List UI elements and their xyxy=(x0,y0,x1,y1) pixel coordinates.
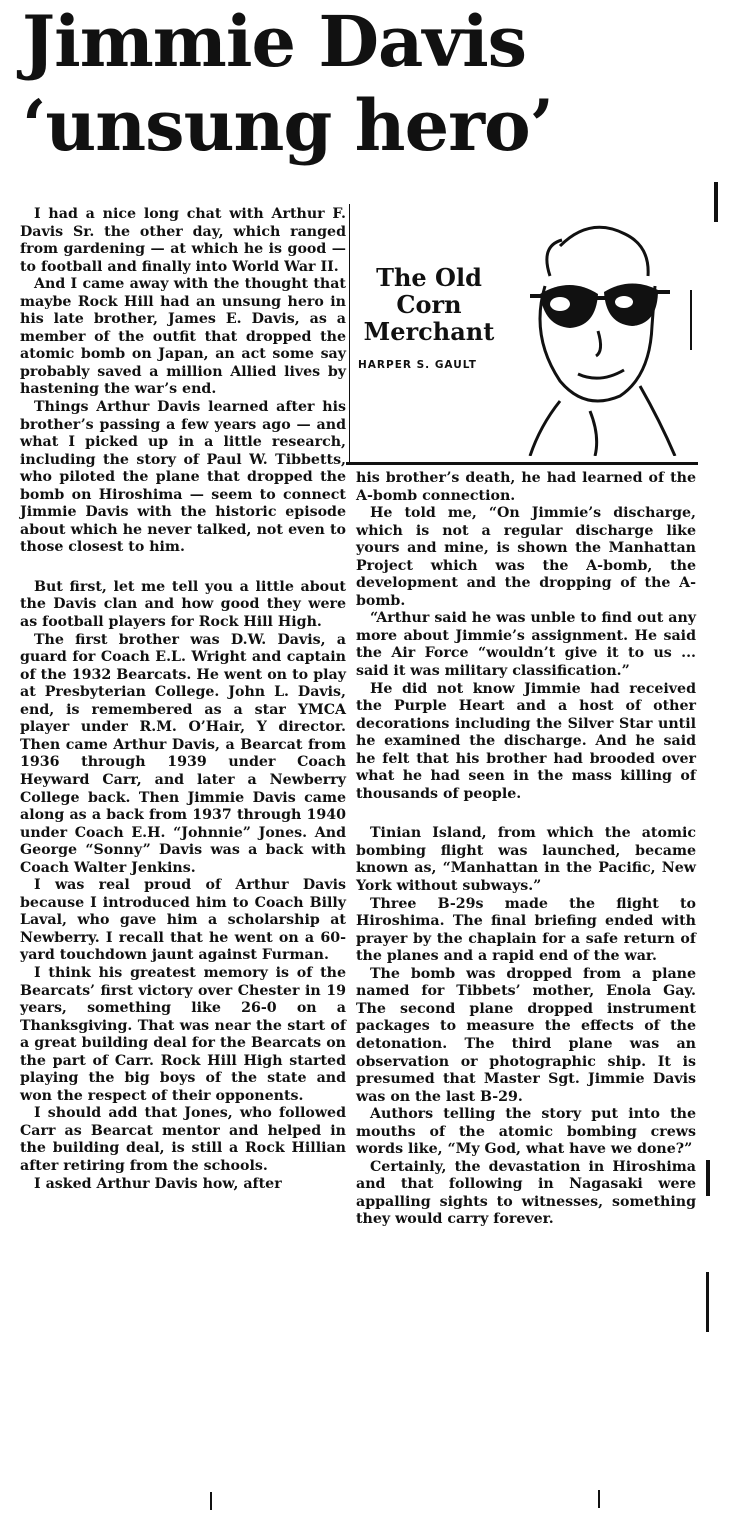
scan-mark xyxy=(210,1492,212,1510)
columnist-portrait-icon xyxy=(500,206,680,456)
paragraph: I think his greatest memory is of the Bearcats’ first victory over Chester in 19 years, something like 26-0 on a Thanksgiving. That was near the start of a great building deal for the Bearcats on the part of Carr. Rock Hill High started playing the big boys of the state and won the respect of their opponents. xyxy=(20,964,346,1104)
column-name xyxy=(354,264,504,345)
column-divider xyxy=(349,204,350,464)
paragraph: Three B-29s made the flight to Hiroshima. The final briefing ended with prayer by the chaplain for a safe return of the planes and a rapid end of the war. xyxy=(356,895,696,965)
paragraph: And I came away with the thought that maybe Rock Hill had an unsung hero in his late brother, James E. Davis, as a member of the outfit that dropped the atomic bomb on Japan, an act some say probably saved a million Allied lives by hastening the war’s end. xyxy=(20,276,346,398)
column-name-line-1: The Old xyxy=(376,263,482,292)
paragraph: Authors telling the story put into the mouths of the atomic bombing crews words like, “My God, what have we done?” xyxy=(356,1106,696,1158)
paragraph: He told me, “On Jimmie’s discharge, which is not a regular discharge like yours and mine, is shown the Manhattan Project which was the A-bomb, the development and the dropping of the A-bomb. xyxy=(356,505,696,609)
paragraph: He did not know Jimmie had received the Purple Heart and a host of other decorations including the Silver Star until he examined the discharge. And he said he felt that his brother had brooded over what he had seen in the mass killing of thousands of people. xyxy=(356,680,696,802)
paragraph: Tinian Island, from which the atomic bombing flight was launched, became known as, “Manhattan in the Pacific, New York without subways.” xyxy=(356,825,696,895)
column-rule xyxy=(346,462,698,465)
paragraph: I was real proud of Arthur Davis because I introduced him to Coach Billy Laval, who gave him a scholarship at Newberry. I recall that he went on a 60-yard touchdown jaunt against Furman. xyxy=(20,877,346,964)
paragraph: “Arthur said he was unble to find out any more about Jimmie’s assignment. He said the Air Force “wouldn’t give it to us ... said it was military classification.” xyxy=(356,610,696,680)
paragraph: The bomb was dropped from a plane named for Tibbets’ mother, Enola Gay. The second plane dropped instrument packages to measure the effects of the detonation. The third plane was an observation or photographic ship. It is presumed that Master Sgt. Jimmie Davis was on the last B-29. xyxy=(356,965,696,1105)
scan-mark xyxy=(706,1160,710,1196)
scan-mark xyxy=(598,1490,600,1508)
column-header xyxy=(354,264,514,371)
paragraph: his brother’s death, he had learned of the A-bomb connection. xyxy=(356,470,696,504)
paragraph: I asked Arthur Davis how, after xyxy=(34,1175,282,1192)
paragraph: Certainly, the devastation in Hiroshima and that following in Nagasaki were appalling sights to witnesses, something they would carry forever. xyxy=(356,1158,696,1228)
scan-mark xyxy=(706,1272,709,1332)
headline-line-2: ‘unsung hero’ xyxy=(22,84,554,167)
paragraph: I had a nice long chat with Arthur F. Davis Sr. the other day, which ranged from gardening — at which he is good — to football and finally into World War II. xyxy=(20,206,346,275)
column-name-line-3: Merchant xyxy=(363,317,495,346)
headline-line-1: Jimmie Davis xyxy=(22,0,527,83)
headline xyxy=(22,0,662,168)
byline: HARPER S. GAULT xyxy=(358,359,477,371)
paragraph: I should add that Jones, who followed Carr as Bearcat mentor and helped in the building deal, is still a Rock Hillian after retiring from the schools. xyxy=(20,1105,346,1174)
paragraph: The first brother was D.W. Davis, a guard for Coach E.L. Wright and captain of the 1932 Bearcats. He went on to play at Presbyterian College. John L. Davis, end, is remembered as a star YMCA player under R.M. O’Hair, Y director. Then came Arthur Davis, a Bearcat from 1936 through 1939 under Coach Heyward Carr, and later a Newberry College back. Then Jimmie Davis came along as a back from 1937 through 1940 under Coach E.H. “Johnnie” Jones. And George “Sonny” Davis was a back with Coach Walter Jenkins. xyxy=(20,631,346,876)
article-column-2 xyxy=(356,470,696,1229)
column-name-line-2: Corn xyxy=(396,290,462,319)
scan-mark xyxy=(690,290,692,350)
paragraph: But first, let me tell you a little about the Davis clan and how good they were as football players for Rock Hill High. xyxy=(20,578,346,631)
paragraph: Things Arthur Davis learned after his brother’s passing a few years ago — and what I picked up in a little research, including the story of Paul W. Tibbetts, who piloted the plane that dropped the bomb on Hiroshima — seem to connect Jimmie Davis with the historic episode about which he never talked, not even to those closest to him. xyxy=(20,399,346,556)
article-column-1 xyxy=(20,206,346,1193)
scan-mark xyxy=(714,182,718,222)
